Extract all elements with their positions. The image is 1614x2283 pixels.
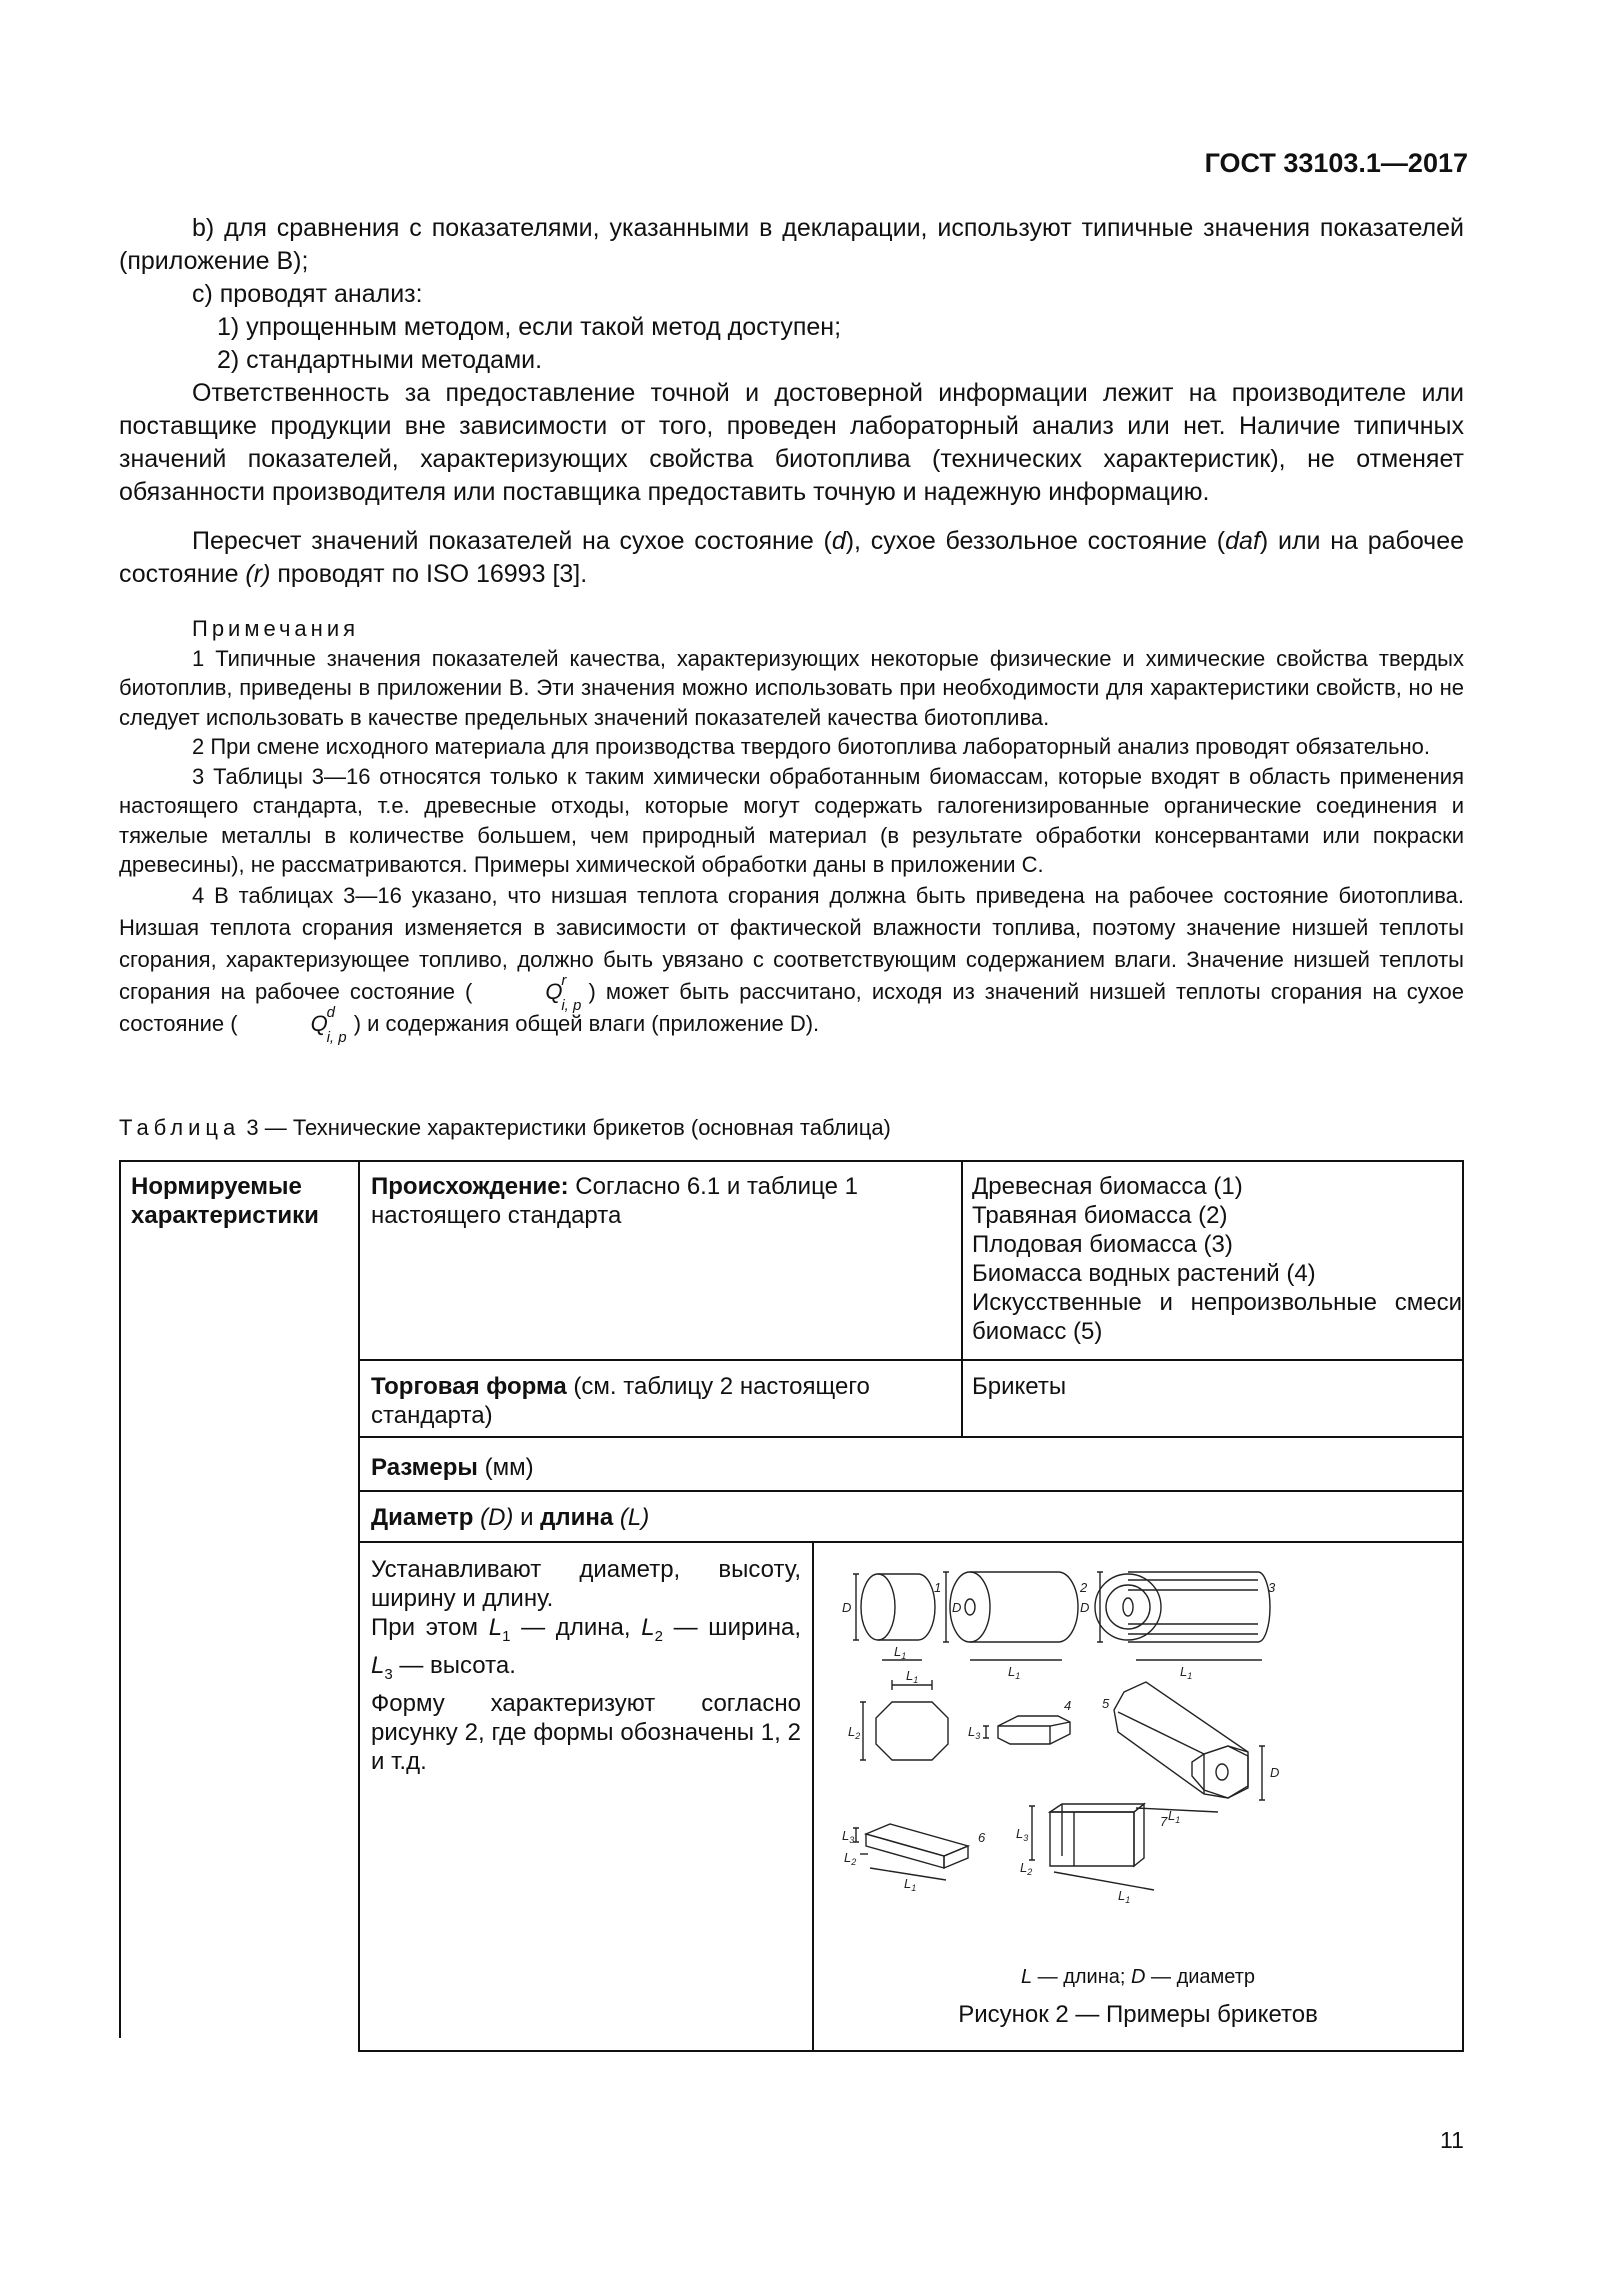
note-4: 4 В таблицах 3—16 указано, что низшая теплота сгорания должна быть приведена на рабочее состояние биотоплива. Низшая теплота сгорания изменяется в зависимости от фактической влажности топлива, поэтому значение низшей теплоты сгорания, характеризующее топливо, должно быть увязано с соответствующим содержанием влаги. Значение низшей теплоты сгорания на рабочее состояние ( Q r i, p ) может быть рассчитано, исходя из значений низшей теплоты сгорания на сухое состояние ( Q d i, p ) и содержания общей влаги (приложение D).	[119, 882, 1464, 1046]
label-L1-5: $L_1$	[1168, 1808, 1181, 1825]
note-2: 2 При смене исходного материала для производства твердого биотоплива лабораторный анализ проводят обязательно.	[192, 734, 1431, 759]
label-D-5: D	[1270, 1765, 1280, 1780]
label-L1-7: $L_1$	[1118, 1888, 1131, 1905]
label-L2-6: $L_2$	[844, 1850, 857, 1867]
list-item-2: 2) стандартными методами.	[217, 346, 543, 374]
paragraph-responsibility: Ответственность за предоставление точной и достоверной информации лежит на производителе или поставщике продукции вне зависимости от того, проведен лабораторный анализ или нет. Наличие типичных значений показателей, характеризующих свойства биотоплива (технических характеристик), не отменяет обязанности производителя или поставщика предоставить точную и надежную информацию.	[119, 379, 1464, 506]
shape-number-7: 7	[1160, 1814, 1168, 1829]
list-item-1: 1) упрощенным методом, если такой метод доступен;	[217, 313, 842, 341]
label-L3-6: $L_3$	[842, 1828, 855, 1845]
biomass-item: Биомасса водных растений (4)	[972, 1260, 1316, 1287]
biomass-item: Травяная биомасса (2)	[972, 1202, 1228, 1229]
table-trade-form-value: Брикеты	[972, 1373, 1067, 1400]
table-biomass-list	[972, 1172, 1462, 1346]
table-dimensions-description: Устанавливают диаметр, высоту, ширину и длину. При этом $L_1$ — длина, $L_2$ — ширина, $L_3$ — высота. Форму характеризуют согласно рисунку 2, где формы обозначены 1, 2 и т.д.	[371, 1556, 801, 1775]
biomass-item: Древесная биомасса (1)	[972, 1173, 1243, 1200]
shape-4-flat-tile	[983, 1716, 1070, 1744]
page-number: 11	[1440, 2127, 1464, 2153]
notes-section	[119, 614, 1464, 1046]
shape-number-5: 5	[1102, 1696, 1110, 1711]
figure-briquette-shapes	[818, 1550, 1458, 1950]
standard-code: ГОСТ 33103.1—2017	[1204, 148, 1468, 178]
shape-7-block	[1029, 1804, 1154, 1890]
formula-q-r: Q r i, p	[545, 971, 582, 1014]
label-L1-1: $L_1$	[894, 1644, 907, 1661]
table-caption: Таблица 3 — Технические характеристики брикетов (основная таблица)	[119, 1115, 891, 1140]
biomass-item: Искусственные и непроизвольные смеси биомасс (5)	[972, 1289, 1462, 1345]
shape-number-2: 2	[1080, 1580, 1088, 1595]
note-3: 3 Таблицы 3—16 относятся только к таким химически обработанным биомассам, которые входят в область применения настоящего стандарта, т.е. древесные отходы, которые могут содержать галогенизированные органические соединения и тяжелые металлы в количестве большем, чем природный материал (в результате обработки консервантами или покраски древесины), не рассматриваются. Примеры химической обработки даны в приложении С.	[119, 763, 1464, 877]
figure-legend: L — длина; D — диаметр	[1020, 1966, 1256, 1988]
label-L2-octagon: $L_2$	[848, 1724, 861, 1741]
shape-number-1: 1	[934, 1580, 942, 1595]
shape-number-3: 3	[1268, 1580, 1276, 1595]
table-sizes-row: Размеры (мм)	[371, 1454, 534, 1481]
label-L3-7: $L_3$	[1016, 1826, 1029, 1843]
label-L1-2: $L_1$	[1008, 1664, 1021, 1681]
label-L1-octagon: $L_1$	[906, 1668, 919, 1685]
table-trade-form-cell: Торговая форма (см. таблицу 2 настоящего стандарта)	[371, 1373, 870, 1429]
shape-6-rectangular-bar	[853, 1824, 968, 1880]
label-D-3: D	[1080, 1600, 1090, 1615]
table-origin-cell: Происхождение: Согласно 6.1 и таблице 1 настоящего стандарта	[371, 1173, 858, 1229]
formula-q-d: Q d i, p	[310, 1003, 347, 1046]
shape-2-hollow-cylinder	[943, 1572, 1078, 1660]
shape-3-fluted-cylinder	[1095, 1572, 1270, 1660]
table-left-header: Нормируемые характеристики	[131, 1173, 319, 1229]
label-L1-6: $L_1$	[904, 1876, 917, 1893]
paragraph-c: с) проводят анализ:	[192, 280, 423, 308]
shape-number-4: 4	[1064, 1698, 1072, 1713]
shape-5-octagonal-prism	[1114, 1682, 1265, 1812]
note-1: 1 Типичные значения показателей качества, характеризующих некоторые физические и химические свойства твердых биотоплив, приведены в приложении В. Эти значения можно использовать при необходимости для характеристики свойств, но не следует использовать в качестве предельных значений показателей качества биотоплива.	[119, 645, 1464, 730]
label-L2-7: $L_2$	[1020, 1860, 1033, 1877]
biomass-item: Плодовая биомасса (3)	[972, 1231, 1233, 1258]
paragraph-recalc: Пересчет значений показателей на сухое состояние (d), сухое беззольное состояние (daf) или на рабочее состояние (r) проводят по ISO 16993 [3].	[119, 527, 1465, 588]
label-D-2: D	[952, 1600, 962, 1615]
body-text	[119, 212, 1464, 591]
shape-octagon-section	[860, 1680, 948, 1760]
figure-caption: Рисунок 2 — Примеры брикетов	[958, 2001, 1318, 2028]
label-L1-3: $L_1$	[1180, 1664, 1193, 1681]
shape-number-6: 6	[978, 1830, 986, 1845]
paragraph-b: b) для сравнения с показателями, указанными в декларации, используют типичные значения показателей (приложение В);	[119, 214, 1464, 275]
label-L3-tile: $L_3$	[968, 1724, 981, 1741]
notes-title: Примечания	[192, 616, 360, 641]
briquette-shapes-drawing	[818, 1550, 1458, 1950]
table-diameter-row: Диаметр (D) и длина (L)	[371, 1504, 650, 1531]
label-D-1: D	[842, 1600, 852, 1615]
